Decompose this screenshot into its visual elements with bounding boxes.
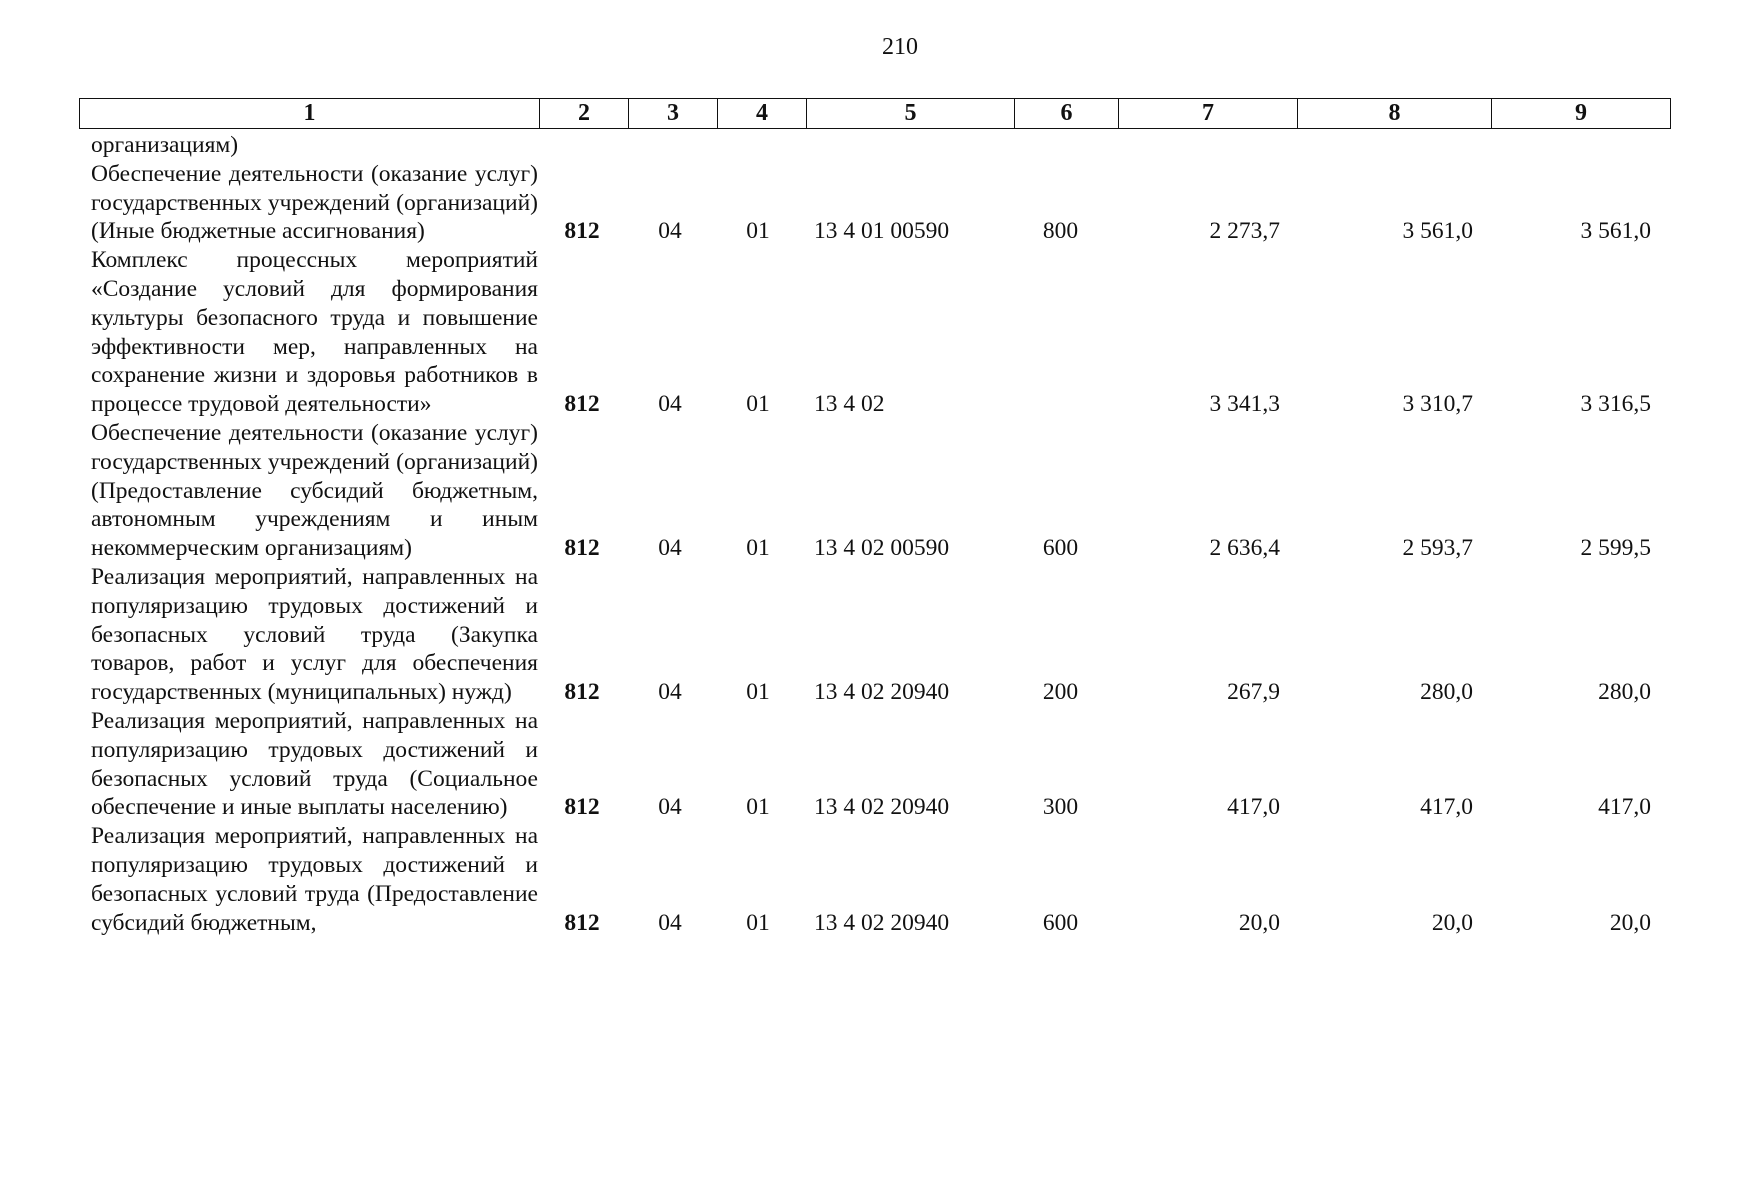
column-header-4: 4 — [718, 99, 807, 129]
row-target-article: 13 4 01 00590 — [814, 218, 950, 245]
table-body — [79, 131, 1671, 937]
row-target-article: 13 4 02 20940 — [814, 794, 950, 821]
row-target-article: 13 4 02 20940 — [814, 679, 950, 706]
page-number: 210 — [882, 34, 918, 60]
row-value-col8: 280,0 — [1420, 679, 1473, 706]
row-admin-code: 812 — [564, 391, 600, 418]
row-section: 04 — [658, 679, 682, 706]
row-description: Реализация мероприятий, направленных на популяризацию трудовых достижений и безопасных условий труда (Социальное обеспечение и иные выплаты населению) — [91, 707, 538, 821]
table-row — [79, 822, 1671, 937]
column-header-2: 2 — [540, 99, 629, 129]
row-subsection: 01 — [746, 909, 770, 936]
column-header-5: 5 — [807, 99, 1015, 129]
table-row — [79, 419, 1671, 563]
table-row — [79, 246, 1671, 419]
row-section: 04 — [658, 909, 682, 936]
row-section: 04 — [658, 535, 682, 562]
row-value-col8: 2 593,7 — [1402, 535, 1473, 562]
row-value-col9: 2 599,5 — [1580, 535, 1651, 562]
column-header-7: 7 — [1119, 99, 1298, 129]
row-value-col8: 3 310,7 — [1402, 391, 1473, 418]
row-expense-type: 300 — [1042, 794, 1079, 821]
row-section: 04 — [658, 218, 682, 245]
row-value-col9: 417,0 — [1598, 794, 1651, 821]
row-value-col9: 280,0 — [1598, 679, 1651, 706]
row-value-col7: 3 341,3 — [1209, 391, 1280, 418]
row-admin-code: 812 — [564, 218, 600, 245]
row-admin-code: 812 — [564, 909, 600, 936]
row-subsection: 01 — [746, 794, 770, 821]
column-header-row — [80, 99, 1671, 129]
table-row — [79, 160, 1671, 246]
row-expense-type: 200 — [1042, 679, 1079, 706]
row-value-col9: 3 316,5 — [1580, 391, 1651, 418]
row-subsection: 01 — [746, 391, 770, 418]
table-row — [79, 131, 1671, 160]
row-subsection: 01 — [746, 218, 770, 245]
row-target-article: 13 4 02 00590 — [814, 535, 950, 562]
row-value-col8: 20,0 — [1431, 909, 1473, 936]
row-value-col7: 20,0 — [1238, 909, 1280, 936]
row-subsection: 01 — [746, 679, 770, 706]
row-value-col8: 3 561,0 — [1402, 218, 1473, 245]
row-description: организациям) — [91, 132, 239, 158]
column-header-1: 1 — [80, 99, 540, 129]
row-expense-type: 800 — [1042, 218, 1079, 245]
row-description: Обеспечение деятельности (оказание услуг) государственных учреждений (организаций) (Иные бюджетные ассигнования) — [91, 160, 538, 245]
row-target-article: 13 4 02 — [814, 391, 885, 418]
column-header-table — [79, 98, 1671, 129]
row-description: Комплекс процессных мероприятий «Создание условий для формирования культуры безопасного труда и повышение эффективности мер, направленных на сохранение жизни и здоровья работников в процессе трудовой деятельности» — [91, 247, 538, 418]
row-description: Обеспечение деятельности (оказание услуг) государственных учреждений (организаций) (Предоставление субсидий бюджетным, автономным учреждениям и иным некоммерческим организациям) — [91, 419, 538, 562]
column-header-8: 8 — [1298, 99, 1492, 129]
row-section: 04 — [658, 391, 682, 418]
table-row — [79, 707, 1671, 822]
row-value-col9: 20,0 — [1609, 909, 1651, 936]
row-description: Реализация мероприятий, направленных на популяризацию трудовых достижений и безопасных условий труда (Закупка товаров, работ и услуг для обеспечения государственных (муниципальных) нужд) — [91, 563, 538, 706]
row-value-col7: 2 636,4 — [1209, 535, 1280, 562]
row-value-col7: 2 273,7 — [1209, 218, 1280, 245]
row-value-col7: 417,0 — [1227, 794, 1280, 821]
row-admin-code: 812 — [564, 679, 600, 706]
row-expense-type: 600 — [1042, 909, 1079, 936]
row-admin-code: 812 — [564, 794, 600, 821]
row-value-col8: 417,0 — [1420, 794, 1473, 821]
row-target-article: 13 4 02 20940 — [814, 909, 950, 936]
row-section: 04 — [658, 794, 682, 821]
column-header-9: 9 — [1492, 99, 1671, 129]
row-value-col9: 3 561,0 — [1580, 218, 1651, 245]
row-admin-code: 812 — [564, 535, 600, 562]
column-header-6: 6 — [1015, 99, 1119, 129]
row-expense-type: 600 — [1042, 535, 1079, 562]
row-subsection: 01 — [746, 535, 770, 562]
row-description: Реализация мероприятий, направленных на популяризацию трудовых достижений и безопасных условий труда (Предоставление субсидий бюджетным, — [91, 823, 538, 936]
column-header-3: 3 — [629, 99, 718, 129]
row-value-col7: 267,9 — [1227, 679, 1280, 706]
table-row — [79, 563, 1671, 707]
